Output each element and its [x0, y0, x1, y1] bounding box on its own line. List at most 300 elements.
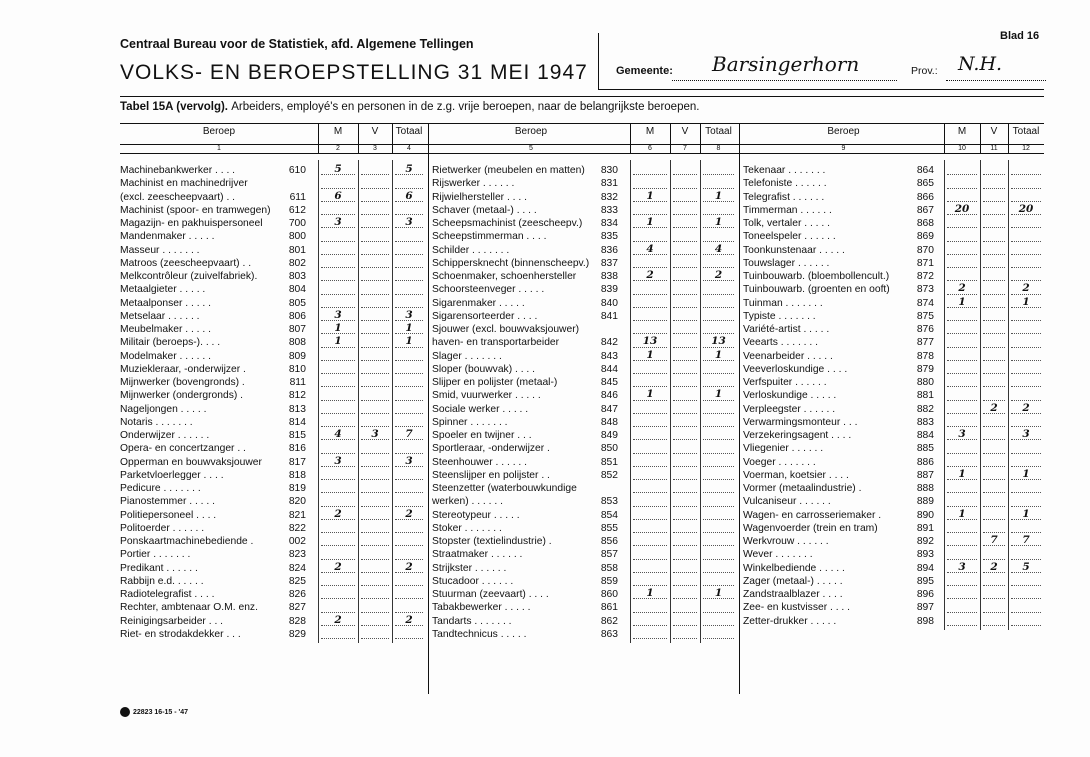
entry-cell-v[interactable] — [983, 588, 1005, 599]
entry-cell-v[interactable] — [673, 496, 697, 507]
entry-cell-t[interactable] — [395, 588, 423, 599]
entry-cell-m[interactable] — [947, 178, 977, 189]
entry-cell-m[interactable] — [321, 522, 355, 533]
entry-cell-t[interactable] — [395, 178, 423, 189]
entry-cell-m[interactable] — [321, 257, 355, 268]
entry-cell-t[interactable] — [703, 469, 734, 480]
entry-cell-m[interactable] — [321, 496, 355, 507]
entry-cell-v[interactable] — [361, 297, 389, 308]
entry-cell-m[interactable] — [947, 416, 977, 427]
province-handwritten-value: N.H. — [958, 53, 1003, 75]
entry-cell-m[interactable] — [633, 602, 667, 613]
entry-cell-v[interactable] — [361, 363, 389, 374]
entry-cell-t[interactable] — [703, 496, 734, 507]
entry-cell-m[interactable] — [633, 522, 667, 533]
entry-cell-t[interactable] — [395, 297, 423, 308]
entry-cell-v[interactable] — [361, 204, 389, 215]
entry-cell-v[interactable] — [361, 323, 389, 334]
entry-cell-t[interactable] — [703, 363, 734, 374]
entry-cell-v[interactable] — [983, 363, 1005, 374]
entry-cell-m[interactable] — [633, 496, 667, 507]
entry-cell-v[interactable] — [361, 588, 389, 599]
entry-cell-m[interactable] — [633, 164, 667, 175]
entry-cell-m[interactable] — [633, 456, 667, 467]
table-row — [120, 310, 426, 323]
entry-cell-t[interactable] — [703, 549, 734, 560]
entry-cell-v[interactable] — [673, 416, 697, 427]
entry-cell-t[interactable] — [395, 284, 423, 295]
entry-cell-v[interactable] — [361, 509, 389, 520]
occupation-code: 813 — [288, 403, 306, 415]
entry-cell-v[interactable] — [673, 615, 697, 626]
entry-cell-m[interactable] — [633, 429, 667, 440]
entry-cell-v[interactable] — [983, 549, 1005, 560]
entry-cell-v[interactable] — [983, 482, 1005, 493]
entry-cell-m[interactable] — [633, 509, 667, 520]
entry-cell-v[interactable] — [361, 390, 389, 401]
entry-cell-t[interactable] — [1011, 244, 1041, 255]
entry-cell-t[interactable] — [395, 535, 423, 546]
entry-cell-v[interactable] — [673, 575, 697, 586]
entry-cell-m[interactable] — [633, 403, 667, 414]
occupation-code: 859 — [600, 575, 618, 587]
entry-cell-v[interactable] — [983, 270, 1005, 281]
entry-cell-m[interactable] — [947, 310, 977, 321]
entry-cell-v[interactable] — [361, 376, 389, 387]
entry-cell-v[interactable] — [673, 535, 697, 546]
entry-cell-t[interactable] — [703, 257, 734, 268]
entry-cell-m[interactable] — [947, 164, 977, 175]
entry-cell-v[interactable] — [983, 257, 1005, 268]
entry-cell-v[interactable] — [673, 602, 697, 613]
entry-cell-t[interactable] — [703, 297, 734, 308]
entry-cell-m[interactable] — [633, 575, 667, 586]
entry-cell-v[interactable] — [673, 588, 697, 599]
entry-cell-t[interactable] — [1011, 178, 1041, 189]
entry-cell-t[interactable] — [703, 164, 734, 175]
entry-cell-m[interactable] — [321, 535, 355, 546]
entry-cell-t[interactable] — [395, 416, 423, 427]
entry-cell-v[interactable] — [673, 509, 697, 520]
entry-cell-v[interactable] — [361, 496, 389, 507]
entry-cell-m[interactable] — [947, 257, 977, 268]
entry-cell-v[interactable] — [361, 310, 389, 321]
entry-cell-t[interactable] — [1011, 337, 1041, 348]
handwritten-count-m: 1 — [646, 216, 654, 228]
entry-cell-m[interactable] — [321, 390, 355, 401]
entry-cell-t[interactable] — [395, 575, 423, 586]
entry-cell-v[interactable] — [361, 615, 389, 626]
entry-cell-t[interactable] — [1011, 257, 1041, 268]
handwritten-count-t: 1 — [714, 216, 723, 228]
entry-cell-m[interactable] — [633, 376, 667, 387]
entry-cell-v[interactable] — [361, 628, 389, 639]
entry-cell-t[interactable] — [395, 403, 423, 414]
entry-cell-t[interactable] — [703, 535, 734, 546]
entry-cell-v[interactable] — [983, 310, 1005, 321]
entry-cell-v[interactable] — [983, 178, 1005, 189]
table-row — [743, 548, 1044, 561]
occupation-label: Strijkster . . . . . . — [432, 562, 507, 574]
entry-cell-v[interactable] — [673, 443, 697, 454]
entry-cell-v[interactable] — [673, 549, 697, 560]
entry-cell-v[interactable] — [983, 443, 1005, 454]
entry-cell-v[interactable] — [361, 416, 389, 427]
entry-cell-v[interactable] — [361, 522, 389, 533]
entry-cell-v[interactable] — [983, 416, 1005, 427]
entry-cell-v[interactable] — [361, 456, 389, 467]
entry-cell-v[interactable] — [673, 297, 697, 308]
handwritten-count-t: 1 — [1022, 507, 1030, 520]
handwritten-count-t: 1 — [1022, 467, 1030, 480]
entry-cell-v[interactable] — [673, 429, 697, 440]
table-row — [120, 270, 426, 283]
entry-cell-v[interactable] — [361, 164, 389, 175]
entry-cell-v[interactable] — [983, 509, 1005, 520]
entry-cell-t[interactable] — [395, 231, 423, 242]
entry-cell-t[interactable] — [395, 522, 423, 533]
entry-cell-m[interactable] — [633, 443, 667, 454]
entry-cell-m[interactable] — [321, 628, 355, 639]
entry-cell-v[interactable] — [983, 323, 1005, 334]
entry-cell-t[interactable] — [1011, 588, 1041, 599]
entry-cell-t[interactable] — [1011, 231, 1041, 242]
entry-cell-m[interactable] — [633, 363, 667, 374]
entry-cell-m[interactable] — [321, 178, 355, 189]
entry-cell-m[interactable] — [947, 350, 977, 361]
entry-cell-t[interactable] — [395, 204, 423, 215]
entry-cell-v[interactable] — [673, 403, 697, 414]
entry-cell-v[interactable] — [673, 628, 697, 639]
entry-cell-v[interactable] — [361, 178, 389, 189]
table-row — [743, 310, 1044, 323]
entry-cell-m[interactable] — [947, 244, 977, 255]
entry-cell-m[interactable] — [633, 469, 667, 480]
entry-cell-v[interactable] — [673, 482, 697, 493]
entry-cell-t[interactable] — [1011, 217, 1041, 228]
entry-cell-v[interactable] — [983, 204, 1005, 215]
entry-cell-v[interactable] — [673, 217, 697, 228]
occupation-label: Tabakbewerker . . . . . — [432, 602, 531, 614]
entry-cell-t[interactable] — [703, 376, 734, 387]
occupation-label: Opperman en bouwvaksjouwer — [120, 456, 262, 468]
occupation-label: Voerman, koetsier . . . . — [743, 469, 849, 481]
entry-cell-v[interactable] — [673, 390, 697, 401]
entry-cell-v[interactable] — [983, 297, 1005, 308]
entry-cell-m[interactable] — [633, 549, 667, 560]
entry-cell-v[interactable] — [673, 284, 697, 295]
entry-cell-t[interactable] — [703, 204, 734, 215]
entry-cell-v[interactable] — [361, 337, 389, 348]
entry-cell-v[interactable] — [361, 403, 389, 414]
entry-cell-t[interactable] — [703, 482, 734, 493]
entry-cell-v[interactable] — [983, 602, 1005, 613]
entry-cell-m[interactable] — [321, 403, 355, 414]
column-number: 1 — [217, 145, 221, 152]
handwritten-count-t: 3 — [405, 308, 413, 321]
entry-cell-m[interactable] — [321, 231, 355, 242]
entry-cell-t[interactable] — [395, 469, 423, 480]
entry-cell-v[interactable] — [673, 456, 697, 467]
entry-cell-m[interactable] — [633, 562, 667, 573]
entry-cell-v[interactable] — [673, 244, 697, 255]
entry-cell-m[interactable] — [321, 602, 355, 613]
occupation-label: Wagenvoerder (trein en tram) — [743, 522, 878, 534]
entry-cell-t[interactable] — [395, 350, 423, 361]
column-header-v: V — [681, 126, 689, 137]
entry-cell-v[interactable] — [361, 575, 389, 586]
entry-cell-v[interactable] — [361, 231, 389, 242]
entry-cell-t[interactable] — [703, 310, 734, 321]
entry-cell-m[interactable] — [321, 244, 355, 255]
table-row — [120, 297, 426, 310]
table-row — [120, 363, 426, 376]
entry-cell-t[interactable] — [703, 284, 734, 295]
entry-cell-v[interactable] — [983, 337, 1005, 348]
entry-cell-m[interactable] — [947, 376, 977, 387]
entry-cell-m[interactable] — [947, 575, 977, 586]
entry-cell-t[interactable] — [1011, 376, 1041, 387]
entry-cell-v[interactable] — [673, 522, 697, 533]
entry-cell-t[interactable] — [395, 270, 423, 281]
entry-cell-t[interactable] — [703, 456, 734, 467]
entry-cell-v[interactable] — [983, 231, 1005, 242]
entry-cell-v[interactable] — [673, 204, 697, 215]
entry-cell-t[interactable] — [1011, 416, 1041, 427]
entry-cell-m[interactable] — [633, 416, 667, 427]
entry-cell-v[interactable] — [983, 350, 1005, 361]
entry-cell-v[interactable] — [673, 363, 697, 374]
entry-cell-m[interactable] — [947, 456, 977, 467]
entry-cell-m[interactable] — [947, 217, 977, 228]
entry-cell-m[interactable] — [947, 390, 977, 401]
entry-cell-t[interactable] — [703, 416, 734, 427]
entry-cell-v[interactable] — [673, 323, 697, 334]
entry-cell-v[interactable] — [983, 284, 1005, 295]
table-row — [120, 350, 426, 363]
entry-cell-t[interactable] — [395, 244, 423, 255]
entry-cell-m[interactable] — [633, 178, 667, 189]
entry-cell-m[interactable] — [947, 323, 977, 334]
entry-cell-m[interactable] — [947, 482, 977, 493]
entry-cell-t[interactable] — [703, 429, 734, 440]
entry-cell-m[interactable] — [947, 496, 977, 507]
entry-cell-t[interactable] — [703, 602, 734, 613]
entry-cell-m[interactable] — [321, 588, 355, 599]
printer-stamp-text: 22823 16-15 - '47 — [133, 708, 188, 716]
entry-cell-v[interactable] — [361, 350, 389, 361]
entry-cell-t[interactable] — [703, 562, 734, 573]
entry-cell-v[interactable] — [673, 164, 697, 175]
entry-cell-v[interactable] — [673, 231, 697, 242]
entry-cell-m[interactable] — [321, 204, 355, 215]
entry-cell-v[interactable] — [983, 244, 1005, 255]
entry-cell-t[interactable] — [1011, 350, 1041, 361]
entry-cell-v[interactable] — [983, 522, 1005, 533]
entry-cell-t[interactable] — [1011, 363, 1041, 374]
entry-cell-t[interactable] — [1011, 443, 1041, 454]
entry-cell-m[interactable] — [321, 376, 355, 387]
entry-cell-m[interactable] — [321, 443, 355, 454]
entry-cell-t[interactable] — [1011, 164, 1041, 175]
entry-cell-m[interactable] — [947, 549, 977, 560]
entry-cell-m[interactable] — [947, 403, 977, 414]
entry-cell-t[interactable] — [395, 496, 423, 507]
entry-cell-v[interactable] — [673, 178, 697, 189]
entry-cell-v[interactable] — [361, 469, 389, 480]
entry-cell-v[interactable] — [361, 562, 389, 573]
entry-cell-t[interactable] — [703, 509, 734, 520]
entry-cell-t[interactable] — [1011, 549, 1041, 560]
entry-cell-t[interactable] — [1011, 270, 1041, 281]
entry-cell-v[interactable] — [983, 429, 1005, 440]
entry-cell-v[interactable] — [983, 376, 1005, 387]
entry-cell-m[interactable] — [947, 191, 977, 202]
handwritten-count-m: 1 — [958, 295, 966, 308]
entry-cell-m[interactable] — [321, 469, 355, 480]
entry-cell-v[interactable] — [673, 191, 697, 202]
entry-cell-m[interactable] — [947, 443, 977, 454]
entry-cell-t[interactable] — [395, 549, 423, 560]
occupation-code: 844 — [600, 363, 618, 375]
entry-cell-v[interactable] — [673, 337, 697, 348]
entry-cell-t[interactable] — [703, 615, 734, 626]
entry-cell-t[interactable] — [1011, 456, 1041, 467]
entry-cell-v[interactable] — [673, 562, 697, 573]
entry-cell-m[interactable] — [633, 615, 667, 626]
entry-cell-v[interactable] — [361, 244, 389, 255]
entry-cell-v[interactable] — [983, 191, 1005, 202]
entry-cell-m[interactable] — [633, 323, 667, 334]
entry-cell-t[interactable] — [1011, 191, 1041, 202]
entry-cell-v[interactable] — [983, 575, 1005, 586]
entry-cell-v[interactable] — [361, 549, 389, 560]
entry-cell-m[interactable] — [947, 522, 977, 533]
entry-cell-v[interactable] — [673, 310, 697, 321]
entry-cell-m[interactable] — [947, 363, 977, 374]
entry-cell-t[interactable] — [395, 482, 423, 493]
entry-cell-m[interactable] — [947, 602, 977, 613]
entry-cell-v[interactable] — [983, 456, 1005, 467]
entry-cell-v[interactable] — [361, 602, 389, 613]
entry-cell-v[interactable] — [361, 257, 389, 268]
occupation-code: 612 — [288, 204, 306, 216]
entry-cell-t[interactable] — [1011, 390, 1041, 401]
entry-cell-t[interactable] — [703, 403, 734, 414]
entry-cell-m[interactable] — [633, 535, 667, 546]
entry-cell-t[interactable] — [395, 443, 423, 454]
entry-cell-v[interactable] — [361, 217, 389, 228]
entry-cell-m[interactable] — [633, 482, 667, 493]
entry-cell-m[interactable] — [633, 297, 667, 308]
entry-cell-m[interactable] — [633, 310, 667, 321]
entry-cell-t[interactable] — [703, 575, 734, 586]
entry-cell-m[interactable] — [947, 337, 977, 348]
entry-cell-t[interactable] — [395, 363, 423, 374]
column-number: 10 — [958, 145, 966, 152]
entry-cell-v[interactable] — [983, 469, 1005, 480]
table-row — [743, 244, 1044, 257]
entry-cell-t[interactable] — [1011, 602, 1041, 613]
table-row — [432, 191, 737, 204]
entry-cell-m[interactable] — [633, 284, 667, 295]
entry-cell-v[interactable] — [361, 284, 389, 295]
entry-cell-m[interactable] — [321, 284, 355, 295]
occupation-code: 860 — [600, 589, 618, 600]
entry-cell-v[interactable] — [983, 615, 1005, 626]
entry-cell-v[interactable] — [983, 496, 1005, 507]
entry-cell-t[interactable] — [703, 178, 734, 189]
entry-cell-v[interactable] — [361, 535, 389, 546]
entry-cell-v[interactable] — [673, 270, 697, 281]
entry-cell-t[interactable] — [1011, 522, 1041, 533]
entry-cell-m[interactable] — [947, 615, 977, 626]
entry-cell-v[interactable] — [673, 257, 697, 268]
entry-cell-v[interactable] — [673, 469, 697, 480]
entry-cell-t[interactable] — [703, 323, 734, 334]
entry-cell-m[interactable] — [321, 350, 355, 361]
entry-cell-m[interactable] — [321, 297, 355, 308]
table-row — [432, 389, 737, 402]
table-row — [743, 456, 1044, 469]
entry-cell-t[interactable] — [1011, 615, 1041, 626]
entry-cell-t[interactable] — [1011, 323, 1041, 334]
handwritten-count-m: 1 — [646, 587, 654, 599]
entry-cell-m[interactable] — [321, 270, 355, 281]
entry-cell-m[interactable] — [321, 416, 355, 427]
entry-cell-t[interactable] — [1011, 310, 1041, 321]
entry-cell-t[interactable] — [1011, 575, 1041, 586]
entry-cell-m[interactable] — [947, 535, 977, 546]
entry-cell-m[interactable] — [947, 270, 977, 281]
entry-cell-m[interactable] — [633, 628, 667, 639]
entry-cell-m[interactable] — [321, 482, 355, 493]
entry-cell-t[interactable] — [395, 628, 423, 639]
entry-cell-m[interactable] — [947, 588, 977, 599]
entry-cell-v[interactable] — [673, 376, 697, 387]
entry-cell-m[interactable] — [321, 575, 355, 586]
entry-cell-m[interactable] — [633, 231, 667, 242]
occupation-label: Verloskundige . . . . . — [743, 390, 837, 402]
entry-cell-t[interactable] — [1011, 482, 1041, 493]
entry-cell-t[interactable] — [703, 522, 734, 533]
entry-cell-m[interactable] — [633, 204, 667, 215]
entry-cell-v[interactable] — [361, 191, 389, 202]
entry-cell-m[interactable] — [321, 549, 355, 560]
occupation-label: Sociale werker . . . . . — [432, 403, 529, 415]
entry-cell-v[interactable] — [983, 217, 1005, 228]
entry-cell-v[interactable] — [983, 390, 1005, 401]
entry-cell-m[interactable] — [633, 257, 667, 268]
entry-cell-t[interactable] — [703, 628, 734, 639]
entry-cell-t[interactable] — [1011, 496, 1041, 507]
entry-cell-t[interactable] — [395, 257, 423, 268]
entry-cell-v[interactable] — [983, 164, 1005, 175]
entry-cell-t[interactable] — [703, 443, 734, 454]
occupation-code: 700 — [288, 218, 306, 229]
entry-cell-m[interactable] — [321, 363, 355, 374]
entry-cell-v[interactable] — [361, 482, 389, 493]
entry-cell-m[interactable] — [947, 231, 977, 242]
entry-cell-t[interactable] — [395, 602, 423, 613]
entry-cell-t[interactable] — [395, 376, 423, 387]
occupation-code: 871 — [916, 257, 934, 269]
entry-cell-v[interactable] — [361, 443, 389, 454]
entry-cell-t[interactable] — [703, 231, 734, 242]
entry-cell-v[interactable] — [361, 270, 389, 281]
entry-cell-t[interactable] — [395, 390, 423, 401]
entry-cell-v[interactable] — [673, 350, 697, 361]
